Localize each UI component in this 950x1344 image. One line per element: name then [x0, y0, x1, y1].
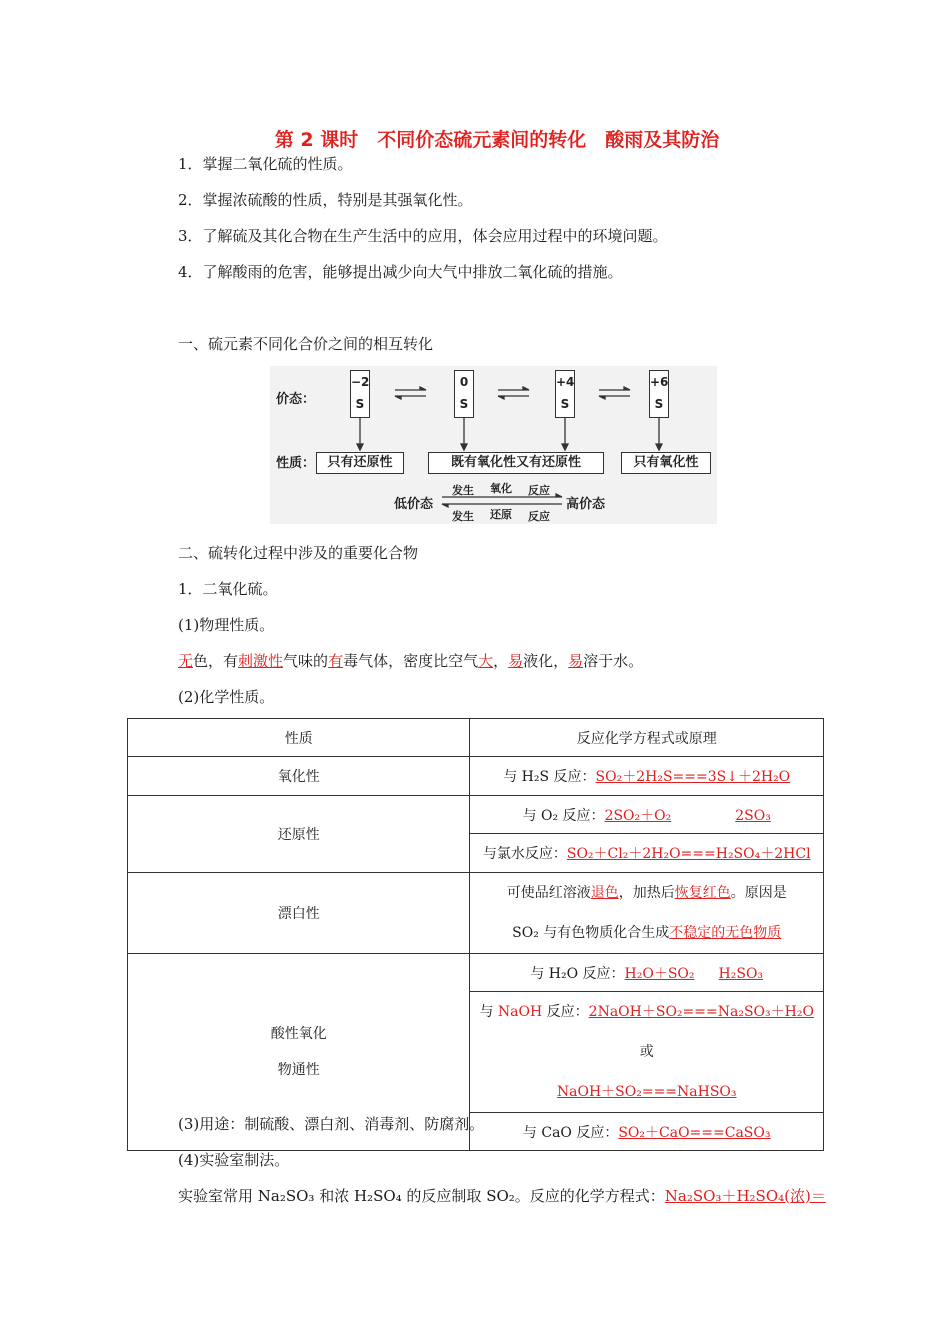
table-row — [128, 873, 824, 954]
equation-cell — [470, 1113, 824, 1151]
property-acidic-line1: 酸性氧化 — [270, 1026, 327, 1042]
redox-lower-left: 发生 — [452, 510, 474, 523]
lab-text — [178, 1185, 826, 1206]
element-symbol: S — [654, 397, 664, 411]
valence-value: +4 — [556, 375, 575, 389]
property-label: 性质： — [276, 456, 316, 471]
header-equation: 反应化学方程式或原理 — [470, 719, 824, 757]
text-run: ， — [493, 652, 509, 670]
equation-cell — [470, 992, 824, 1113]
equation-prefix: 与 O₂ 反应： — [522, 807, 605, 824]
table-header-row — [128, 719, 824, 757]
blank-answer: 无 — [178, 652, 194, 670]
property-bleaching: 漂白性 — [128, 873, 470, 954]
equation-answer: H₂SO₃ — [718, 965, 764, 982]
element-symbol: S — [459, 397, 469, 411]
property-oxidizing-only: 只有氧化性 — [621, 452, 711, 474]
blank-answer: 刺激性 — [238, 652, 284, 670]
uses-line: (3)用途：制硫酸、漂白剂、消毒剂、防腐剂。 — [178, 1115, 485, 1133]
page-title: 第 2 课时 不同价态硫元素间的转化 酸雨及其防治 — [274, 129, 720, 151]
high-valence-label: 高价态 — [566, 497, 606, 512]
blank-answer: 有 — [328, 652, 344, 670]
bleaching-cell — [470, 873, 824, 954]
diagram-arrows — [270, 366, 717, 524]
property-reducing-only: 只有还原性 — [316, 452, 404, 474]
valence-value: +6 — [650, 375, 669, 389]
blank-answer: 不稳定的无色物质 — [669, 925, 782, 941]
redox-upper-right: 反应 — [528, 484, 550, 497]
blank-answer: 易 — [568, 652, 584, 670]
equation-answer: 2NaOH＋SO₂===Na₂SO₃＋H₂O — [588, 1004, 814, 1020]
equation-cell — [470, 834, 824, 873]
equation-answer: NaOH＋SO₂===NaHSO₃ — [556, 1084, 737, 1100]
equation-prefix: 与 H₂S 反应： — [503, 769, 596, 785]
equation-prefix: 与 H₂O 反应： — [530, 965, 625, 982]
objective-3: 3．了解硫及其化合物在生产生活中的应用，体会应用过程中的环境问题。 — [178, 227, 668, 245]
property-both: 既有氧化性又有还原性 — [428, 452, 604, 474]
equation-cell — [470, 757, 824, 796]
objective-4: 4．了解酸雨的危害，能够提出减少向大气中排放二氧化硫的措施。 — [178, 263, 623, 281]
text-run: 实验室常用 Na₂SO₃ 和浓 H₂SO₄ 的反应制取 SO₂。反应的化学方程式： — [178, 1187, 665, 1205]
text-run: 毒气体，密度比空气 — [343, 652, 479, 670]
blank-answer: 退色 — [590, 885, 619, 901]
valence-label: 价态： — [276, 392, 316, 407]
text-run: ，加热后 — [618, 885, 675, 901]
equation-prefix: 与 — [479, 1004, 498, 1020]
property-oxidizing: 氧化性 — [128, 757, 470, 796]
valence-value: −2 — [351, 375, 370, 389]
table-row — [128, 757, 824, 796]
chemical-properties-table — [127, 718, 824, 1151]
element-symbol: S — [355, 397, 365, 411]
equation-answer: H₂O＋SO₂ — [624, 965, 695, 982]
redox-reduction: 还原 — [490, 508, 512, 521]
text-run: 可使品红溶液 — [506, 885, 591, 901]
redox-oxidation: 氧化 — [490, 482, 512, 495]
reagent-name: NaOH — [497, 1004, 543, 1020]
objective-2: 2．掌握浓硫酸的性质，特别是其强氧化性。 — [178, 191, 473, 209]
valence-diagram — [270, 366, 717, 524]
text-run: SO₂ 与有色物质化合生成 — [512, 925, 670, 941]
blank-answer: 易 — [508, 652, 524, 670]
equation-answer: 2SO₂＋O₂ — [604, 807, 672, 824]
text-run: 或 — [639, 1044, 654, 1060]
equation-answer: Na₂SO₃＋H₂SO₄(浓)＝ — [664, 1187, 826, 1205]
section-heading-2: 二、硫转化过程中涉及的重要化合物 — [178, 544, 419, 562]
header-property: 性质 — [128, 719, 470, 757]
property-reducing: 还原性 — [128, 796, 470, 873]
element-symbol: S — [560, 397, 570, 411]
low-valence-label: 低价态 — [394, 497, 434, 512]
redox-upper-left: 发生 — [452, 484, 474, 497]
text-run: 色，有 — [193, 652, 239, 670]
physical-heading: (1)物理性质。 — [178, 616, 275, 634]
text-run: 。原因是 — [730, 885, 787, 901]
text-run: 气味的 — [283, 652, 329, 670]
equation-cell — [470, 796, 824, 834]
chemical-heading: (2)化学性质。 — [178, 688, 275, 706]
text-run: 液化， — [523, 652, 569, 670]
physical-properties — [178, 650, 643, 671]
equation-answer: 2SO₃ — [735, 807, 771, 824]
redox-lower-right: 反应 — [528, 510, 550, 523]
equation-answer: SO₂＋CaO===CaSO₃ — [618, 1124, 771, 1141]
equation-cell — [470, 954, 824, 992]
equation-prefix: 与氯水反应： — [482, 846, 567, 862]
objective-1: 1．掌握二氧化硫的性质。 — [178, 155, 353, 173]
section-heading-1: 一、硫元素不同化合价之间的相互转化 — [178, 335, 434, 353]
blank-answer: 恢复红色 — [674, 885, 731, 901]
valence-value: 0 — [459, 375, 469, 389]
text-run: 溶于水。 — [583, 652, 644, 670]
item-sulfur-dioxide: 1．二氧化硫。 — [178, 580, 278, 598]
lab-heading: (4)实验室制法。 — [178, 1151, 290, 1169]
property-acidic-line2: 物通性 — [277, 1062, 320, 1078]
blank-answer: 大 — [478, 652, 494, 670]
equation-answer: SO₂＋2H₂S===3S↓＋2H₂O — [595, 769, 791, 785]
table-row — [128, 954, 824, 992]
equation-answer: SO₂＋Cl₂＋2H₂O===H₂SO₄＋2HCl — [566, 846, 811, 862]
table-row — [128, 796, 824, 834]
equation-prefix: 与 CaO 反应： — [522, 1124, 619, 1141]
equation-prefix: 反应： — [542, 1004, 589, 1020]
